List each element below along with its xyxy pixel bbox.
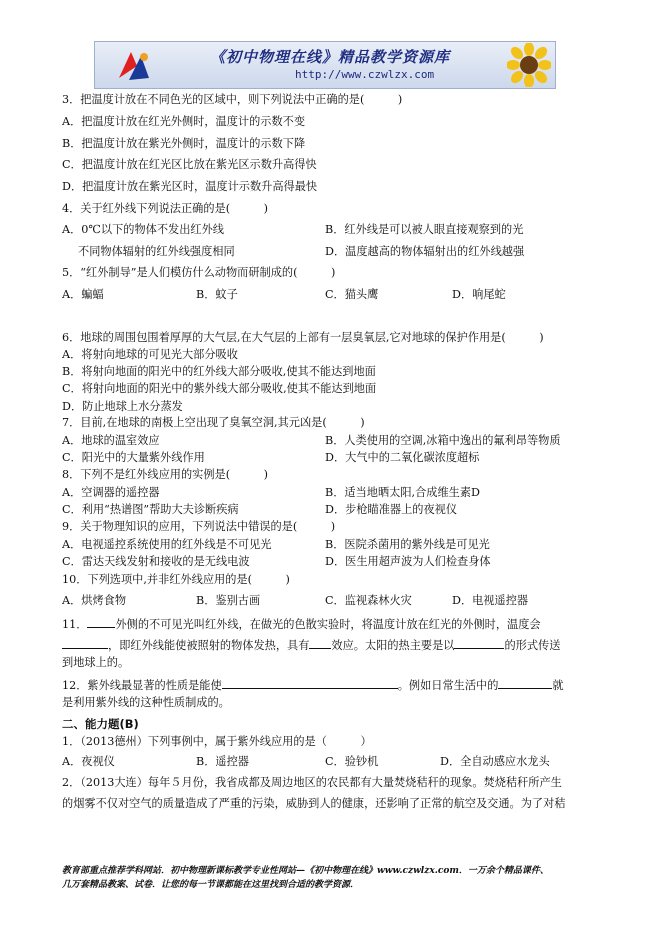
b1-stem: 1．（2013德州）下列事例中，属于紫外线应用的是（ ） xyxy=(62,735,372,748)
q9-option-a: A．电视遥控系统使用的红外线是不可见光 xyxy=(62,538,272,551)
q5-option-b: B．蚊子 xyxy=(196,288,238,301)
b1-option-b: B．遥控器 xyxy=(196,755,249,768)
q7-stem: 7．目前,在地球的南极上空出现了臭氧空洞,其元凶是( ) xyxy=(62,416,365,429)
q11-part-1: 11． xyxy=(62,618,88,631)
section-heading: 二、能力题(B) xyxy=(62,717,139,731)
q10-option-b: B．鉴别古画 xyxy=(196,594,261,607)
q7-option-a: A．地球的温室效应 xyxy=(62,434,160,447)
b1-option-c: C．验钞机 xyxy=(325,755,379,768)
q3-option-a: A．把温度计放在红光外侧时，温度计的示数不变 xyxy=(62,115,306,128)
q5-option-c: C．猫头鹰 xyxy=(325,288,379,301)
q9-option-d: D．医生用超声波为人们检查身体 xyxy=(325,555,491,568)
b2-line-1: 2．（2013大连）每年５月份，我省成都及周边地区的农民都有大量焚烧秸秆的现象。焚烧秸秆所产生 xyxy=(62,776,562,789)
q3-option-b: B．把温度计放在紫光外侧时，温度计的示数下降 xyxy=(62,137,306,150)
q4-stem: 4．关于红外线下列说法正确的是( ) xyxy=(62,202,269,215)
q11-part-3: ，即红外线能使被照射的物体发热，具有 xyxy=(108,639,310,652)
q12-part-3: 就 xyxy=(552,679,564,692)
q7-option-b: B．人类使用的空调,冰箱中逸出的氟利昂等物质 xyxy=(325,434,561,447)
q3-stem: 3．把温度计放在不同色光的区域中，则下列说法中正确的是( ) xyxy=(62,93,403,106)
q10-option-c: C．监视森林火灾 xyxy=(325,594,412,607)
q4-option-b: B．红外线是可以被人眼直接观察到的光 xyxy=(325,223,524,236)
q11-part-5: 的形式传送 xyxy=(504,639,561,652)
footer-line-1: 教育部重点推荐学科网站．初中物理新课标教学专业性网站—《初中物理在线》www.czwlzx.com．一万余个精品课件、 xyxy=(62,866,549,876)
q6-option-c: C．将射向地面的阳光中的紫外线大部分吸收,使其不能达到地面 xyxy=(62,382,377,395)
q7-option-c: C．阳光中的大量紫外线作用 xyxy=(62,451,205,464)
q9-stem: 9．关于物理知识的应用，下列说法中错误的是( ) xyxy=(62,520,336,533)
q5-stem: 5．“红外制导”是人们模仿什么动物而研制成的( ) xyxy=(62,266,336,279)
q12-part-1: 12．紫外线最显著的性质是能使 xyxy=(62,679,222,692)
q9-option-b: B．医院杀菌用的紫外线是可见光 xyxy=(325,538,490,551)
header-banner xyxy=(94,41,556,89)
q10-option-d: D．电视遥控器 xyxy=(452,594,529,607)
q3-option-d: D．把温度计放在紫光区时，温度计示数升高得最快 xyxy=(62,180,318,193)
banner-url: http://www.czwlzx.com xyxy=(295,68,435,81)
q8-option-b: B．适当地晒太阳,合成维生素D xyxy=(325,486,480,499)
q6-option-d: D．防止地球上水分蒸发 xyxy=(62,400,183,413)
q12-blank-2[interactable] xyxy=(498,677,552,689)
q11-line-1 xyxy=(62,616,541,632)
q8-stem: 8．下列不是红外线应用的实例是( ) xyxy=(62,468,269,481)
banner-title: 《初中物理在线》精品教学资源库 xyxy=(210,48,451,66)
q11-part-6: 到地球上的。 xyxy=(62,656,130,669)
q4-option-a: A．0℃以下的物体不发出红外线 xyxy=(62,223,224,236)
q8-option-c: C．利用“热谱图”帮助大夫诊断疾病 xyxy=(62,503,239,516)
q9-option-c: C．雷达天线发射和接收的是无线电波 xyxy=(62,555,250,568)
q6-option-a: A．将射向地球的可见光大部分吸收 xyxy=(62,348,238,361)
q7-option-d: D．大气中的二氧化碳浓度超标 xyxy=(325,451,480,464)
q5-option-d: D．响尾蛇 xyxy=(452,288,506,301)
q11-blank-4[interactable] xyxy=(454,637,504,649)
b1-option-d: D．全自动感应水龙头 xyxy=(440,755,550,768)
q11-part-2: 外侧的不可见光叫红外线，在做光的色散实验时，将温度计放在红光的外侧时，温度会 xyxy=(115,618,541,631)
q4-option-c: 不同物体辐射的红外线强度相同 xyxy=(78,245,235,258)
q6-option-b: B．将射向地面的阳光中的红外线大部分吸收,使其不能达到地面 xyxy=(62,365,376,378)
q11-part-4: 效应。太阳的热主要是以 xyxy=(331,639,455,652)
q11-blank-2[interactable] xyxy=(62,637,108,649)
q12-blank-1[interactable] xyxy=(222,677,398,689)
logo-icon xyxy=(115,48,153,84)
sunflower-icon xyxy=(507,43,551,87)
q8-option-a: A．空调器的遥控器 xyxy=(62,486,160,499)
q10-stem: 10．下列选项中,并非红外线应用的是( ) xyxy=(62,573,290,586)
footer-line-2: 几万套精品教案、试卷．让您的每一节课都能在这里找到合适的教学资源． xyxy=(62,880,360,890)
q12-part-2: 。例如日常生活中的 xyxy=(397,679,499,692)
q8-option-d: D．步枪瞄准器上的夜视仪 xyxy=(325,503,458,516)
b2-line-2: 的烟雾不仅对空气的质量造成了严重的污染，威胁到人的健康，还影响了正常的航空及交通。为了对秸 xyxy=(62,797,566,810)
q6-stem: 6．地球的周围包围着厚厚的大气层,在大气层的上部有一层臭氧层,它对地球的保护作用是( ) xyxy=(62,331,544,344)
q10-option-a: A．烘烤食物 xyxy=(62,594,127,607)
q11-line-2 xyxy=(62,637,560,653)
q4-option-d: D．温度越高的物体辐射出的红外线越强 xyxy=(325,245,525,258)
q11-blank-1[interactable] xyxy=(87,616,115,628)
q12-line-1 xyxy=(62,677,564,693)
q12-part-4: 是利用紫外线的这种性质制成的。 xyxy=(62,696,230,709)
q11-blank-3[interactable] xyxy=(309,637,331,649)
q3-option-c: C．把温度计放在红光区比放在紫光区示数升高得快 xyxy=(62,158,317,171)
b1-option-a: A．夜视仪 xyxy=(62,755,115,768)
q5-option-a: A．蝙蝠 xyxy=(62,288,104,301)
